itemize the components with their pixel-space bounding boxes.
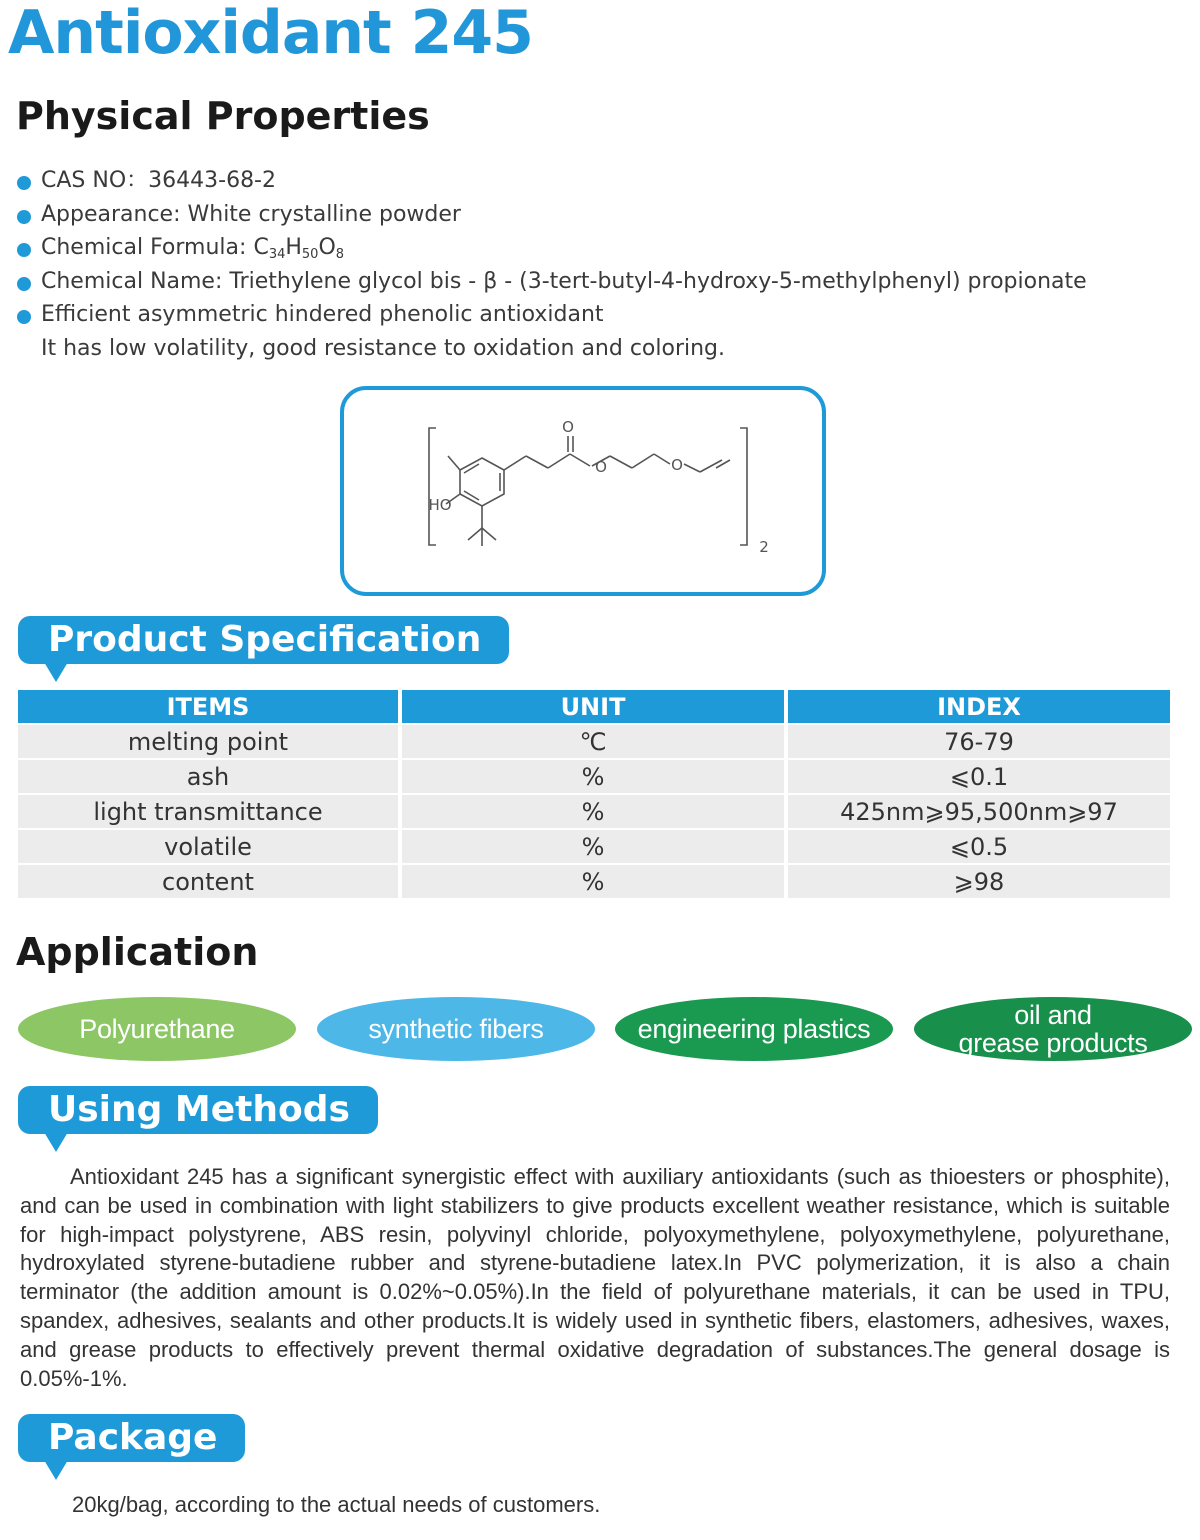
list-item: CAS NO：36443-68-2 [16,164,1186,198]
bullet-icon [17,310,31,324]
table-row: volatile % ⩽0.5 [18,829,1170,864]
bullet-icon [17,210,31,224]
using-methods-text: Antioxidant 245 has a significant synergistic effect with auxiliary antioxidants (such as thioesters or phosphite), and can be used in combination with light stabilizers to give products excellent weather resistance, which is suitable for high-impact polystyrene, ABS resin, polyvinyl chloride, polyoxymethylene, polyoxymethylene, polyurethane, hydroxylated styrene-butadiene rubber and styrene-butadiene latex.In PVC polymerization, it is also a chain terminator (the addition amount is 0.02%~0.05%).In the field of polyurethane materials, it can be used in TPU, spandex, adhesives, sealants and other products.It is widely used in synthetic fibers, elastomers, adhesives, waxes, and grease products to effectively prevent thermal oxidative degradation of substances.The general dosage is 0.05%-1%. [20,1164,1170,1391]
tag-pointer [44,1460,68,1480]
specification-table [18,690,1170,900]
application-pill-oil-grease: oil and grease products [914,997,1192,1061]
application-heading: Application [16,930,259,974]
column-header: INDEX [786,690,1170,724]
bullet-icon [17,243,31,257]
chemical-structure-box [340,386,826,596]
column-header: ITEMS [18,690,400,724]
oxygen-label: O [595,458,607,476]
physical-properties-heading: Physical Properties [16,94,430,138]
chemical-structure-diagram [344,390,822,592]
tag-pointer [44,1132,68,1152]
oxygen-label: O [671,456,683,474]
table-header-row [18,690,1170,724]
table-row: melting point ℃ 76-79 [18,724,1170,759]
tag-pointer [44,662,68,682]
list-item: Appearance: White crystalline powder [16,198,1186,232]
bullet-icon [17,176,31,190]
ho-label: HO [428,496,452,514]
package-text: 20kg/bag, according to the actual needs of customers. [72,1492,601,1517]
application-pill-synthetic-fibers: synthetic fibers [317,997,595,1061]
table-row: ash % ⩽0.1 [18,759,1170,794]
repeat-subscript: 2 [759,538,769,556]
chemical-formula: $C_{34}H_{50}O_8$ [253,235,345,262]
using-methods-tag: Using Methods [18,1086,378,1134]
oxygen-label: O [562,418,574,436]
table-row: content % ⩾98 [18,864,1170,899]
application-pill-polyurethane: Polyurethane [18,997,296,1061]
column-header: UNIT [400,690,786,724]
application-pill-engineering-plastics: engineering plastics [615,997,893,1061]
bullet-icon [17,277,31,291]
package-tag: Package [18,1414,245,1462]
list-item: Chemical Name: Triethylene glycol bis - β - (3-tert-butyl-4-hydroxy-5-methylphenyl) propionate [16,265,1186,299]
page-title: Antioxidant 245 [8,0,533,68]
product-specification-tag: Product Specification [18,616,509,664]
table-row: light transmittance % 425nm⩾95,500nm⩾97 [18,794,1170,829]
list-item: Efficient asymmetric hindered phenolic antioxidant [16,298,1186,332]
physical-properties-list [16,164,1186,365]
list-item: Chemical Formula: $C_{34}H_{50}O_8$ [16,231,1186,265]
list-item-continuation: It has low volatility, good resistance to oxidation and coloring. [41,335,726,361]
